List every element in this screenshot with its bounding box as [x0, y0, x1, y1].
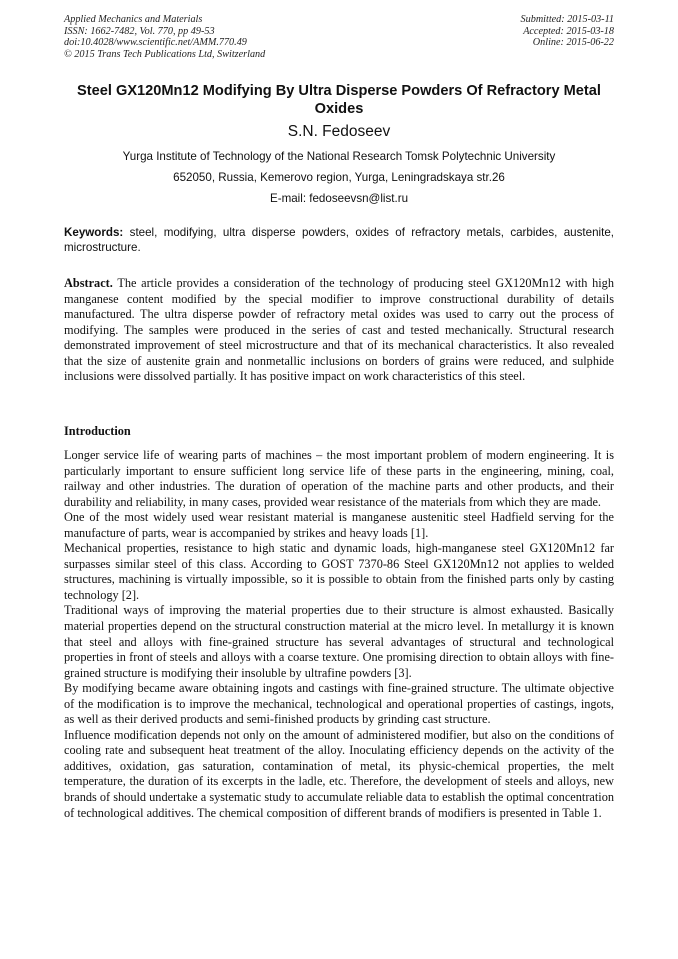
- journal-info-left: [64, 14, 265, 60]
- introduction-body: [64, 448, 614, 821]
- abstract-block: [64, 276, 614, 385]
- journal-name: Applied Mechanics and Materials: [64, 14, 203, 25]
- paragraph: By modifying became aware obtaining ingots and castings with fine-grained structure. The ultimate objective of the modification is to improve the mechanical, technological and operational properties of castings, ingots, as well as their derived products and semi-finished products by grinding cast structure.: [64, 681, 614, 727]
- introduction-heading: Introduction: [64, 424, 131, 438]
- paragraph: Mechanical properties, resistance to high static and dynamic loads, high-manganese steel GX120Mn12 far surpasses similar steel of this class. According to GOST 7370-86 Steel GX120Mn12 not applies to welded structures, machining is virtually impossible, so it is possible to obtain from the finished parts only by casting technology [2].: [64, 541, 614, 602]
- author-name: S.N. Fedoseev: [287, 123, 391, 140]
- keywords-text: steel, modifying, ultra disperse powders, oxides of refractory metals, carbides, austenite, microstructure.: [64, 226, 614, 254]
- paragraph: Traditional ways of improving the material properties due to their structure is almost exhausted. Basically material properties depend on the structural construction material at the micro level. In metallurgy it is known that steel and alloys with fine-grained structure has several advantages of structural and technological properties in front of steels and alloys with a coarse texture. One promising direction to obtain alloys with fine-grained structure is modifying their insoluble by ultrafine powders [3].: [64, 603, 614, 680]
- paragraph: Longer service life of wearing parts of machines – the most important problem of modern engineering. It is particularly important to ensure sufficient long service life of these parts in the engineering, mining, coal, railway and other industries. The duration of operation of the machine parts and other products, and their durability and reliability, in many cases, provided wear resistance of the materials from which they are made.: [64, 448, 614, 509]
- journal-copyright: © 2015 Trans Tech Publications Ltd, Switzerland: [64, 48, 266, 60]
- affiliation-email: E-mail: fedoseevsn@list.ru: [269, 192, 409, 205]
- journal-issn: ISSN: 1662-7482, Vol. 770, pp 49-53: [64, 25, 215, 37]
- online-date: Online: 2015-06-22: [532, 37, 614, 48]
- affiliation-address: 652050, Russia, Kemerovo region, Yurga, Leningradskaya str.26: [173, 171, 505, 184]
- abstract-label: Abstract.: [64, 276, 113, 290]
- paragraph: Influence modification depends not only on the amount of administered modifier, but also on the conditions of cooling rate and subsequent heat treatment of the alloy. Inoculating efficiency depends on the activity of the additives, oxidation, gas saturation, contamination of metal, its physic-chemical properties, the melt temperature, the duration of its excerpts in the ladle, etc. Therefore, the development of steels and alloys, new brands of should undertake a systematic study to accumulate reliable data to establish the optimal concentration of technological additives. The chemical composition of different brands of modifiers is presented in Table 1.: [64, 727, 614, 820]
- keywords-label: Keywords:: [64, 226, 124, 239]
- abstract-text: The article provides a consideration of the technology of producing steel GX120Mn12 with high manganese content modified by the special modifier to improve constructional durability of details manufactured. The ultra disperse powder of refractory metal oxides was used to carry out the process of modifying. The samples were produced in the series of cast and tested mechanically. Structural research demonstrated improvement of steel microstructure and that of its mechanical characteristics. It also revealed that the size of austenite grain and nonmetallic inclusions on borders of grains were reduced, and sulphide inclusions were dissolved partially. It has positive impact on work characteristics of this steel.: [64, 276, 614, 383]
- paper-title: Steel GX120Mn12 Modifying By Ultra Disperse Powders Of Refractory Metal Oxides: [77, 83, 601, 117]
- accepted-date: Accepted: 2015-03-18: [523, 25, 614, 37]
- submitted-date: Submitted: 2015-03-11: [520, 14, 614, 25]
- journal-info-right: [521, 14, 614, 49]
- paragraph: One of the most widely used wear resistant material is manganese austenitic steel Hadfield serving for the manufacture of parts, wear is accompanied by strikes and heavy loads [1].: [64, 510, 614, 540]
- keywords-block: [64, 226, 614, 255]
- journal-doi: doi:10.4028/www.scientific.net/AMM.770.49: [64, 37, 247, 48]
- affiliation-institution: Yurga Institute of Technology of the National Research Tomsk Polytechnic University: [122, 150, 556, 163]
